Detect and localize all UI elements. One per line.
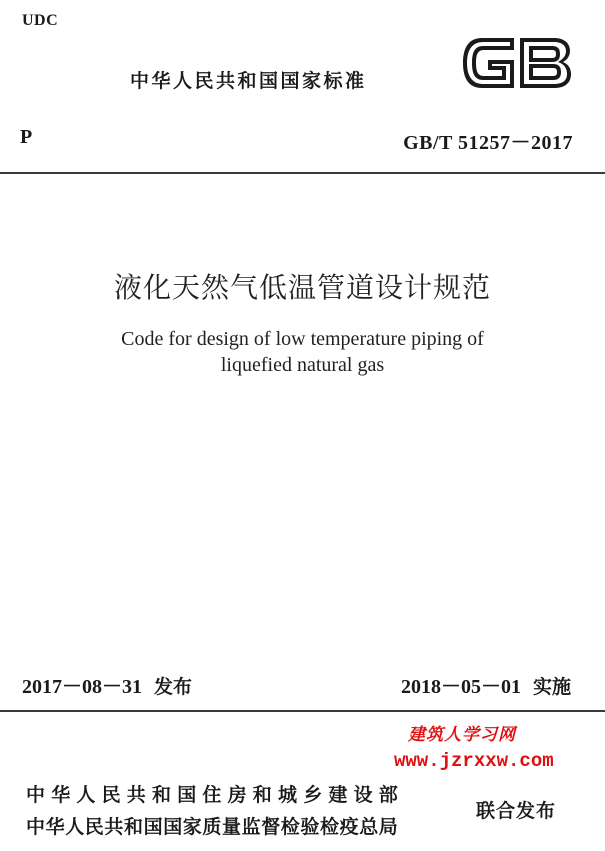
title-english-line-2: liquefied natural gas <box>220 354 385 376</box>
issuer-ministry-housing: 中华人民共和国住房和城乡建设部 <box>26 784 405 806</box>
document-title-english <box>0 326 605 378</box>
title-english-line-1: Code for design of low temperature piping of <box>121 328 484 350</box>
national-standard-heading: 中华人民共和国国家标准 <box>130 70 367 92</box>
implementation-date: 2018－05－01 <box>400 676 521 698</box>
classification-code: P <box>20 126 33 148</box>
implementation-verb: 实施 <box>532 676 571 698</box>
document-title-chinese: 液化天然气低温管道设计规范 <box>113 271 491 304</box>
joint-issue-label: 联合发布 <box>476 800 557 822</box>
issue-date-block <box>22 670 192 699</box>
udc-label: UDC <box>22 12 59 29</box>
header-divider <box>0 172 605 174</box>
implementation-date-block <box>401 670 571 699</box>
standard-number: GB/T 51257－2017 <box>403 132 573 154</box>
issuer-aqsiq: 中华人民共和国国家质量监督检验检疫总局 <box>26 816 399 838</box>
watermark-site-name: 建筑人学习网 <box>408 725 516 745</box>
issue-verb: 发布 <box>154 676 193 698</box>
issue-date: 2017－08－31 <box>22 676 142 698</box>
watermark-url: www.jzrxxw.com <box>394 750 554 772</box>
footer-divider <box>0 710 605 712</box>
gb-logo-icon <box>460 32 574 94</box>
